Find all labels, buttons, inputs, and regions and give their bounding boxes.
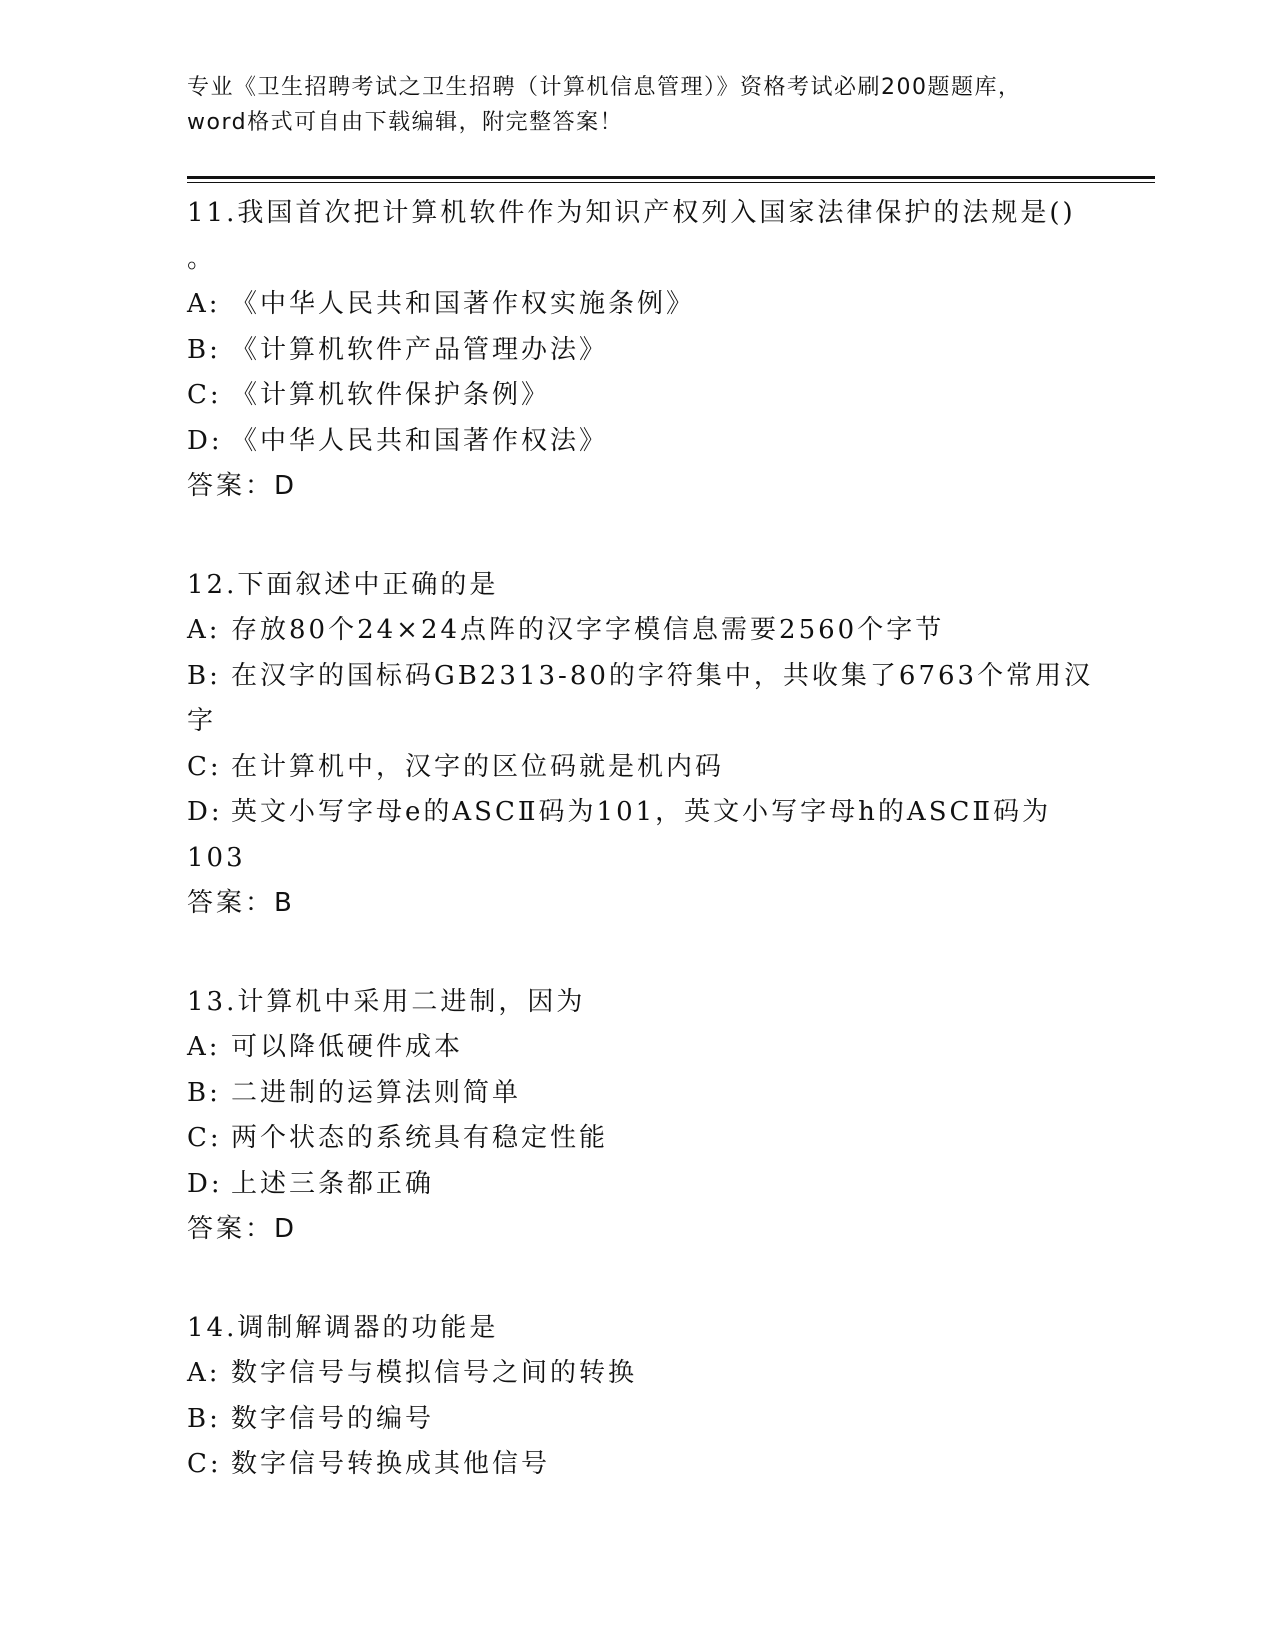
option-row: [187, 419, 1087, 465]
option-label: A:: [187, 615, 221, 645]
option-row: [187, 1071, 1087, 1117]
option-row: [187, 654, 1094, 700]
option-label: B:: [187, 1077, 221, 1108]
question-stem: 。: [187, 243, 217, 274]
option-label: D:: [187, 425, 223, 456]
option-row: [187, 1442, 1087, 1488]
option-label: C:: [187, 751, 222, 782]
option-text: 《计算机软件产品管理办法》: [231, 334, 609, 365]
question-stem: 12.下面叙述中正确的是: [187, 569, 499, 600]
option-row: [187, 1162, 1087, 1208]
option-text: 数字信号的编号: [231, 1403, 435, 1434]
question-11: [187, 191, 1087, 510]
option-row: [187, 1025, 1087, 1071]
question-13: [187, 980, 1087, 1253]
question-stem: 13.计算机中采用二进制，因为: [187, 986, 586, 1017]
document-header: [187, 70, 1087, 140]
question-14: [187, 1306, 1087, 1488]
option-label: C:: [187, 1123, 222, 1153]
option-text: 《中华人民共和国著作权实施条例》: [231, 289, 696, 319]
option-text: 存放80个24×24点阵的汉字字模信息需要2560个字节: [231, 615, 945, 645]
option-row: [187, 836, 1087, 882]
option-row: [187, 1116, 1087, 1162]
option-text: 在汉字的国标码GB2313-80的字符集中，共收集了6763个常用汉: [231, 660, 1094, 691]
option-label: A:: [187, 1032, 221, 1062]
option-label: C:: [187, 1449, 222, 1479]
answer-line: 答案：B: [187, 888, 295, 918]
option-text: 二进制的运算法则简单: [231, 1077, 522, 1108]
option-text: 上述三条都正确: [231, 1168, 435, 1199]
option-text: 可以降低硬件成本: [231, 1032, 464, 1062]
option-label: D:: [187, 1168, 223, 1199]
option-text: 数字信号与模拟信号之间的转换: [231, 1358, 638, 1388]
option-text: 《计算机软件保护条例》: [231, 380, 551, 410]
option-label: B:: [187, 1403, 221, 1434]
header-divider-thick: [187, 176, 1155, 179]
option-row: [187, 608, 1087, 654]
question-stem: 14.调制解调器的功能是: [187, 1312, 499, 1343]
answer-line: 答案：D: [187, 1214, 298, 1244]
option-row: [187, 1397, 1087, 1443]
option-text: 在计算机中，汉字的区位码就是机内码: [231, 751, 725, 782]
option-row: [187, 745, 1087, 791]
question-12: [187, 563, 1094, 927]
answer-line: 答案：D: [187, 471, 298, 501]
option-text: 《中华人民共和国著作权法》: [231, 425, 609, 456]
header-line-1: 专业《卫生招聘考试之卫生招聘（计算机信息管理）》资格考试必刷200题题库，: [187, 75, 1022, 100]
option-text: 103: [187, 842, 246, 873]
option-text: 字: [187, 706, 217, 736]
option-row: [187, 699, 1087, 745]
option-text: 英文小写字母e的ASCⅡ码为101，英文小写字母h的ASCⅡ码为: [231, 797, 1052, 827]
option-text: 两个状态的系统具有稳定性能: [231, 1123, 609, 1153]
question-stem: 11.我国首次把计算机软件作为知识产权列入国家法律保护的法规是(): [187, 198, 1076, 228]
option-label: D:: [187, 797, 223, 827]
option-label: C:: [187, 380, 222, 410]
question-list: [187, 191, 1094, 1541]
header-divider-thin: [187, 182, 1155, 183]
option-label: A:: [187, 289, 221, 319]
option-row: [187, 328, 1087, 374]
option-text: 数字信号转换成其他信号: [231, 1449, 551, 1479]
option-row: [187, 373, 1087, 419]
option-label: A:: [187, 1358, 221, 1388]
option-row: [187, 282, 1087, 328]
option-label: B:: [187, 660, 221, 691]
header-line-2: word格式可自由下载编辑，附完整答案！: [187, 110, 624, 135]
option-label: B:: [187, 334, 221, 365]
option-row: [187, 790, 1087, 836]
option-row: [187, 1351, 1087, 1397]
